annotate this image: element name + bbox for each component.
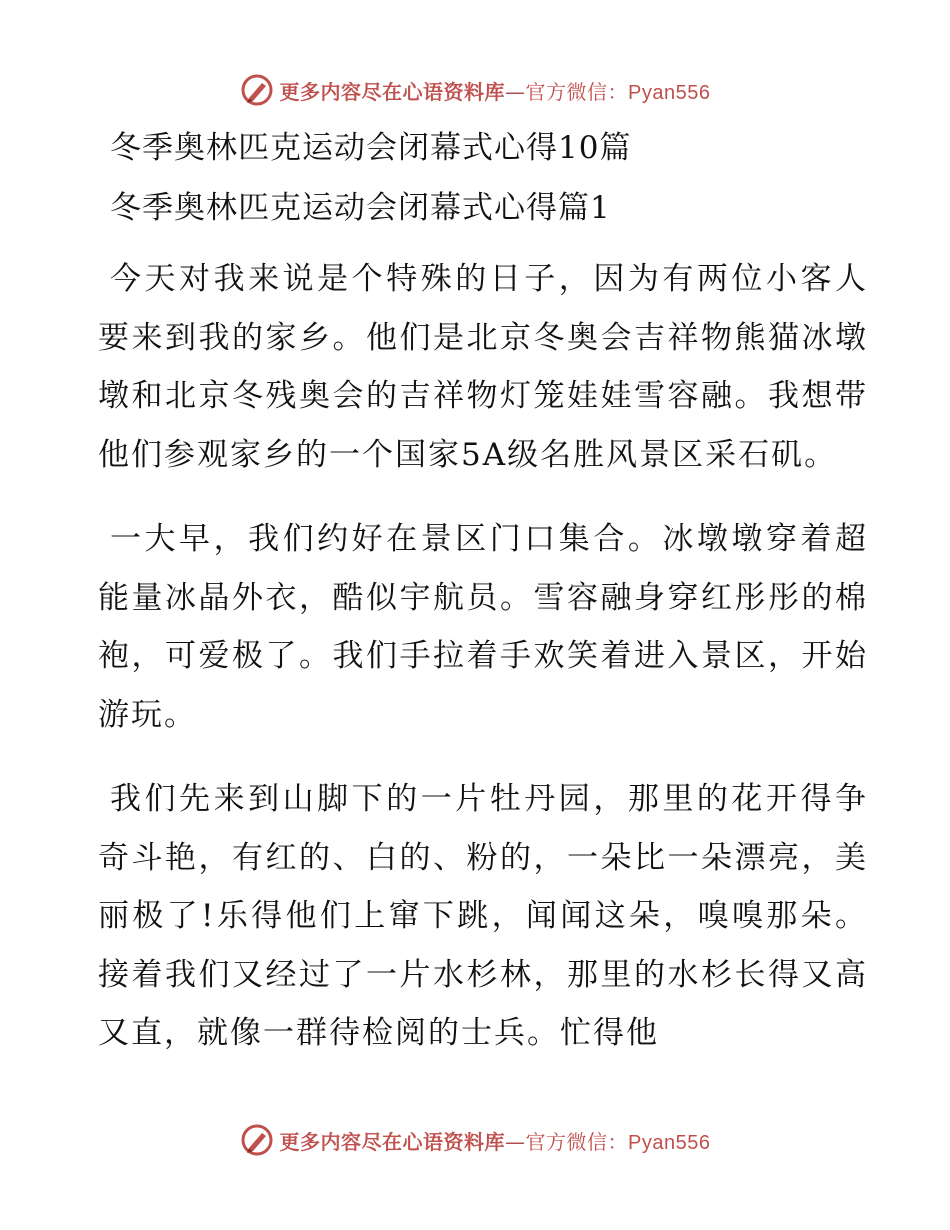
paragraph-2: 一大早，我们约好在景区门口集合。冰墩墩穿着超能量冰晶外衣，酷似宇航员。雪容融身穿红彤彤的棉袍，可爱极了。我们手拉着手欢笑着进入景区，开始游玩。: [98, 521, 868, 733]
banner-dash: —: [505, 79, 526, 104]
banner-brand: 更多内容尽在心语资料库: [279, 1129, 506, 1154]
banner-handle: Pyan556: [628, 81, 711, 104]
pen-logo-icon: [240, 1123, 274, 1157]
document-body: [98, 118, 868, 1089]
paragraph-1: 今天对我来说是个特殊的日子，因为有两位小客人要来到我的家乡。他们是北京冬奥会吉祥物熊猫冰墩墩和北京冬残奥会的吉祥物灯笼娃娃雪容融。我想带他们参观家乡的一个国家5A级名胜风景区采石矶。: [98, 261, 868, 473]
document-title: 冬季奥林匹克运动会闭幕式心得10篇: [110, 130, 632, 166]
banner-brand: 更多内容尽在心语资料库: [279, 79, 506, 104]
header-banner: [0, 70, 950, 110]
paragraph-3: 我们先来到山脚下的一片牡丹园，那里的花开得争奇斗艳，有红的、白的、粉的，一朵比一朵漂亮，美丽极了!乐得他们上窜下跳，闻闻这朵，嗅嗅那朵。接着我们又经过了一片水杉林，那里的水杉长得又高又直，就像一群待检阅的士兵。忙得他: [98, 781, 868, 1051]
section-title: 冬季奥林匹克运动会闭幕式心得篇1: [110, 190, 611, 226]
pen-logo-icon: [240, 73, 274, 107]
banner-wechat-label: 官方微信：: [525, 79, 629, 104]
banner-dash: —: [505, 1129, 526, 1154]
banner-text: [280, 76, 711, 105]
banner-text: [280, 1126, 711, 1155]
footer-banner: [0, 1120, 950, 1160]
banner-wechat-label: 官方微信：: [525, 1129, 629, 1154]
banner-handle: Pyan556: [628, 1131, 711, 1154]
